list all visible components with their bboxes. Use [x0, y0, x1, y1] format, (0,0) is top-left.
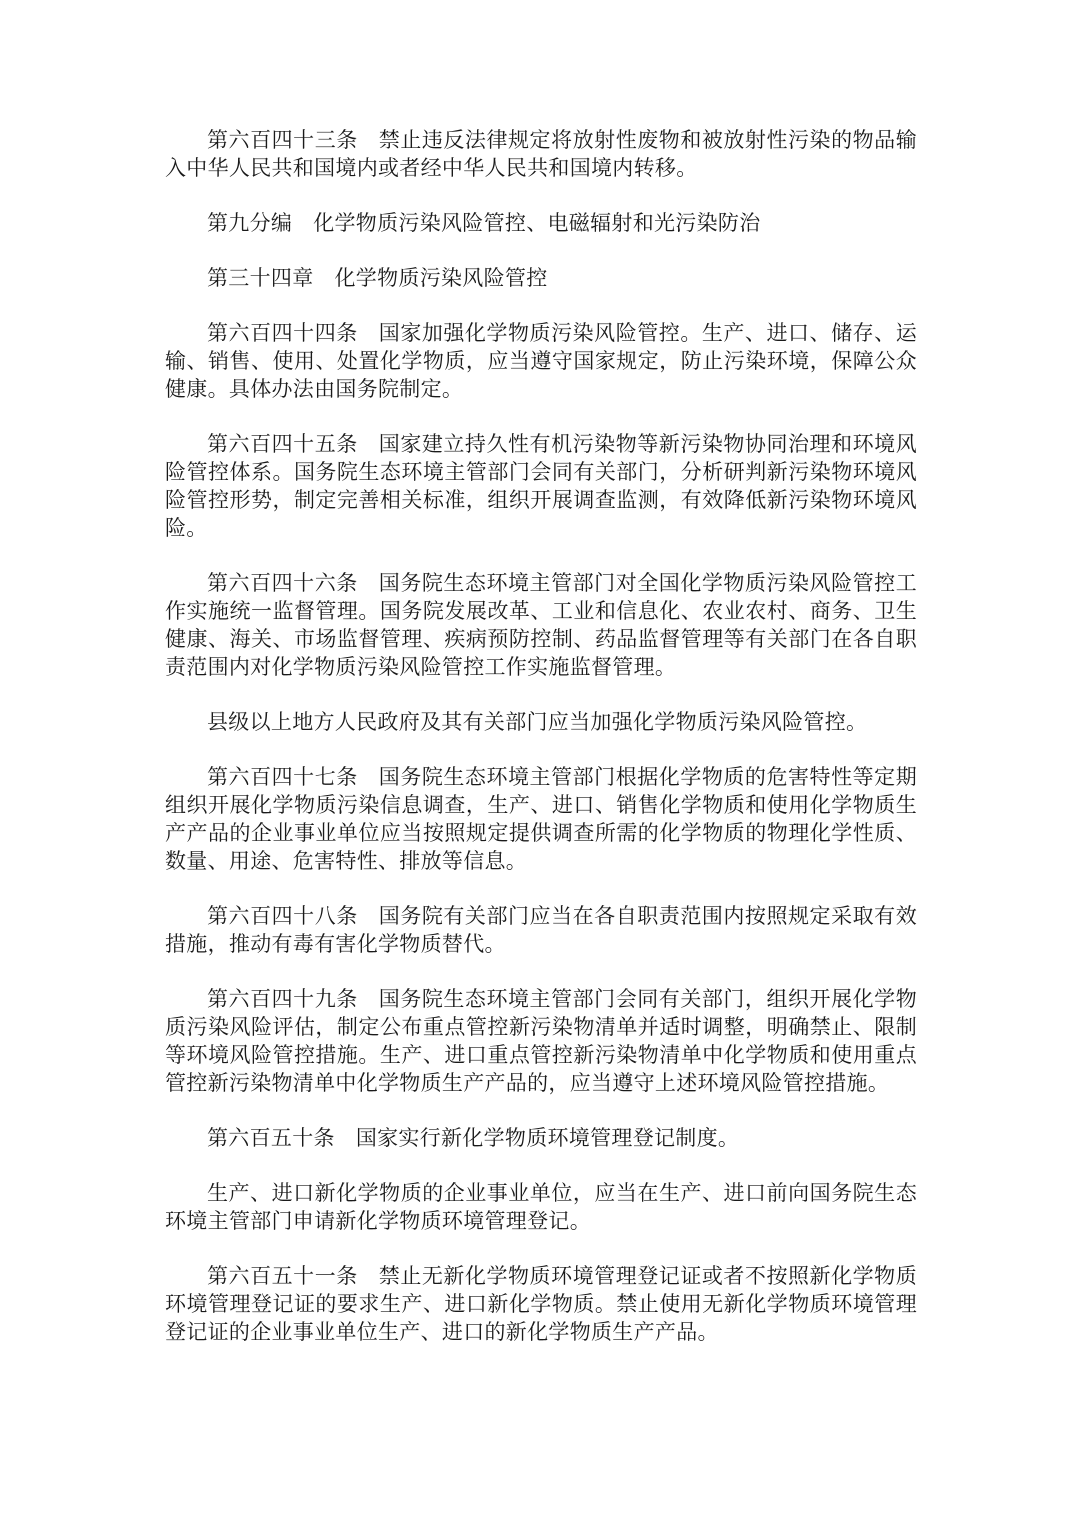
section-number: 第九分编: [207, 211, 293, 235]
article-number: 第六百四十九条: [207, 987, 358, 1011]
article-650-paragraph-2: [165, 1179, 917, 1235]
chapter-number: 第三十四章: [207, 266, 314, 290]
article-text: 国务院生态环境主管部门根据化学物质的危害特性等定期组织开展化学物质污染信息调查，生产、进口、销售化学物质和使用化学物质生产产品的企业事业单位应当按照规定提供调查所需的化学物质的物理化学性质、数量、用途、危害特性、排放等信息。: [165, 765, 918, 873]
article-text: 国家实行新化学物质环境管理登记制度。: [355, 1126, 740, 1150]
article-number: 第六百四十六条: [207, 571, 358, 595]
article-text: 国家建立持久性有机污染物等新污染物协同治理和环境风险管控体系。国务院生态环境主管部门会同有关部门，分析研判新污染物环境风险管控形势，制定完善相关标准，组织开展调查监测，有效降低新污染物环境风险。: [165, 432, 918, 540]
document-body: [165, 126, 917, 1373]
article-text: 国务院有关部门应当在各自职责范围内按照规定采取有效措施，推动有毒有害化学物质替代。: [165, 904, 918, 956]
article-643: [165, 126, 917, 182]
section-heading: [165, 209, 917, 237]
section-title: 化学物质污染风险管控、电磁辐射和光污染防治: [313, 211, 761, 235]
article-number: 第六百四十四条: [207, 321, 358, 345]
article-number: 第六百五十条: [207, 1126, 335, 1150]
article-646: [165, 569, 917, 681]
article-647: [165, 763, 917, 875]
article-649: [165, 985, 917, 1097]
article-646-paragraph-2: [165, 708, 917, 736]
article-645: [165, 430, 917, 542]
article-651: [165, 1262, 917, 1346]
chapter-heading: [165, 264, 917, 292]
article-text: 国家加强化学物质污染风险管控。生产、进口、储存、运输、销售、使用、处置化学物质，应当遵守国家规定，防止污染环境，保障公众健康。具体办法由国务院制定。: [165, 321, 918, 401]
article-text: 禁止违反法律规定将放射性废物和被放射性污染的物品输入中华人民共和国境内或者经中华人民共和国境内转移。: [165, 128, 918, 180]
article-number: 第六百四十五条: [207, 432, 358, 456]
article-648: [165, 902, 917, 958]
article-number: 第六百五十一条: [207, 1264, 358, 1288]
article-650: [165, 1124, 917, 1152]
article-text: 禁止无新化学物质环境管理登记证或者不按照新化学物质环境管理登记证的要求生产、进口新化学物质。禁止使用无新化学物质环境管理登记证的企业事业单位生产、进口的新化学物质生产产品。: [165, 1264, 918, 1344]
article-number: 第六百四十七条: [207, 765, 358, 789]
article-644: [165, 319, 917, 403]
chapter-title: 化学物质污染风险管控: [334, 266, 548, 290]
paragraph-text: 县级以上地方人民政府及其有关部门应当加强化学物质污染风险管控。: [207, 710, 868, 734]
article-number: 第六百四十三条: [207, 128, 358, 152]
paragraph-text: 生产、进口新化学物质的企业事业单位，应当在生产、进口前向国务院生态环境主管部门申请新化学物质环境管理登记。: [165, 1181, 917, 1233]
article-number: 第六百四十八条: [207, 904, 358, 928]
article-text: 国务院生态环境主管部门会同有关部门，组织开展化学物质污染风险评估，制定公布重点管控新污染物清单并适时调整，明确禁止、限制等环境风险管控措施。生产、进口重点管控新污染物清单中化学物质和使用重点管控新污染物清单中化学物质生产产品的，应当遵守上述环境风险管控措施。: [165, 987, 918, 1095]
article-text: 国务院生态环境主管部门对全国化学物质污染风险管控工作实施统一监督管理。国务院发展改革、工业和信息化、农业农村、商务、卫生健康、海关、市场监督管理、疾病预防控制、药品监督管理等有关部门在各自职责范围内对化学物质污染风险管控工作实施监督管理。: [165, 571, 918, 679]
